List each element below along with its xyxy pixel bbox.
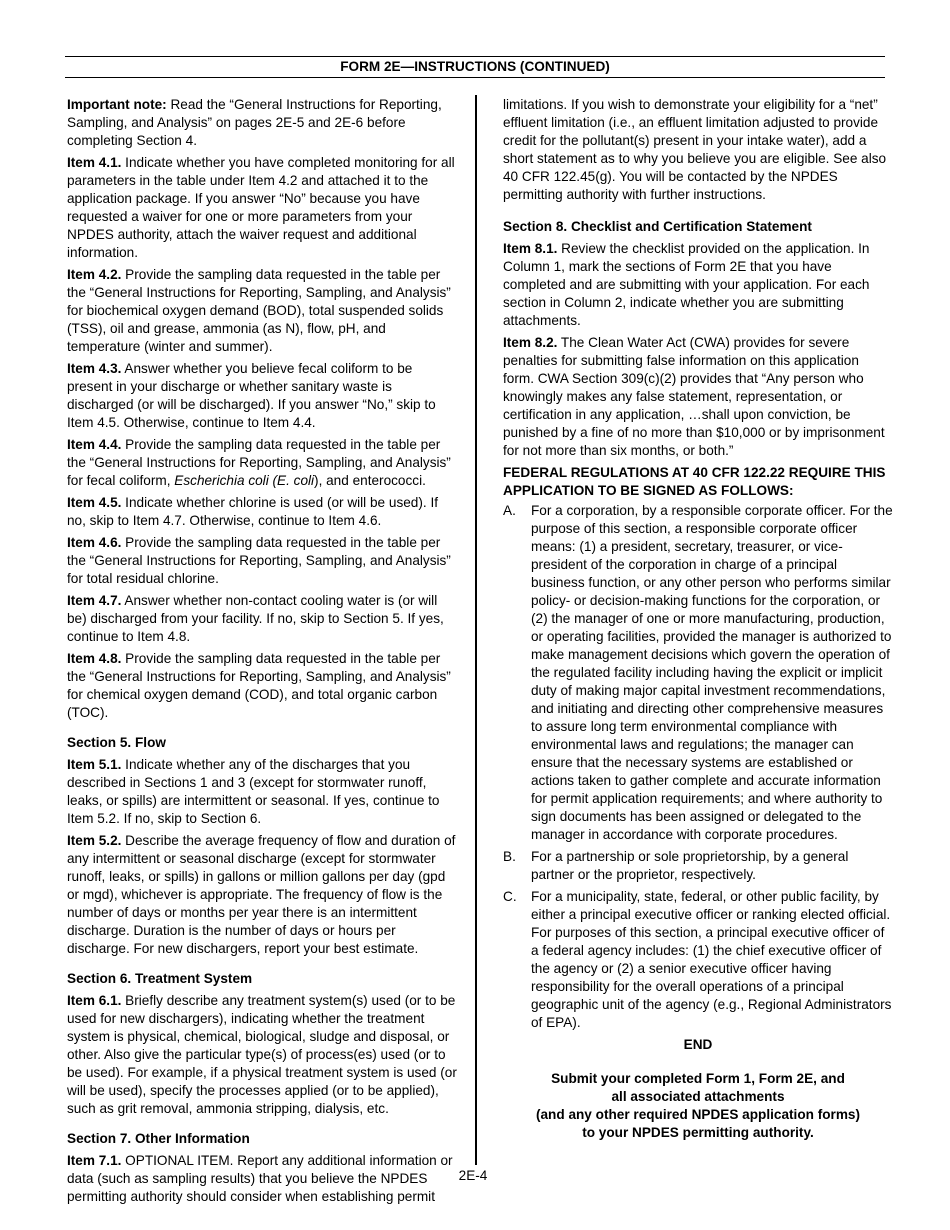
- right-column: [503, 96, 893, 1142]
- page-number: 2E-4: [458, 1168, 488, 1183]
- item-7-1-continued: limitations. If you wish to demonstrate your eligibility for a “net” effluent limitation (i.e., an effluent limitation adjusted to provide credit for the pollutant(s) present in your intake water), add a short statement as to why you believe you are eligible. See also 40 CFR 122.45(g). You will be contacted by the NPDES permitting authority with further instructions.: [503, 97, 887, 202]
- section-7-heading: Section 7. Other Information: [67, 1131, 250, 1146]
- page-title: FORM 2E—INSTRUCTIONS (CONTINUED): [340, 59, 610, 74]
- list-item: [503, 888, 893, 1032]
- item-4-6: Item 4.6. Provide the sampling data requested in the table per the “General Instructions for Reporting, Sampling, and Analysis” for total residual chlorine.: [67, 535, 451, 586]
- item-7-1: Item 7.1. OPTIONAL ITEM. Report any additional information or data (such as sampling results) that you believe the NPDES permitting authority should consider when establishing permit: [67, 1153, 453, 1204]
- section-8-heading: Section 8. Checklist and Certification Statement: [503, 219, 812, 234]
- list-item: [503, 502, 893, 844]
- list-text: For a corporation, by a responsible corporate officer. For the purpose of this section, a responsible corporate officer means: (1) a president, secretary, treasurer, or vice-president of the corporation in charge of a principal business function, or any other person who performs similar policy- or decision-making functions for the corporation, or (2) the manager of one or more manufacturing, production, or operating facilities, provided the manager is authorized to make management decisions which govern the operation of the regulated facility including having the explicit or implicit duty of making major capital investment recommendations, and initiating and directing other comprehensive measures to assure long term environmental compliance with environmental laws and regulations; the manager can ensure that the necessary systems are established or actions taken to gather complete and accurate information for permit application requirements; and where authority to sign documents has been assigned or delegated to the manager in accordance with corporate procedures.: [531, 503, 893, 842]
- section-5-heading: Section 5. Flow: [67, 735, 166, 750]
- submit-line: Submit your completed Form 1, Form 2E, and: [551, 1071, 845, 1086]
- left-column: [67, 96, 457, 1210]
- item-8-2: Item 8.2. The Clean Water Act (CWA) provides for severe penalties for submitting false information on this application form. CWA Section 309(c)(2) provides that “Any person who knowingly makes any false statement, representation, or certification in any application, …shall upon conviction, be punished by a fine of no more than $10,000 or by imprisonment for not more than six months, or both.”: [503, 335, 885, 458]
- end-marker: END: [683, 1037, 713, 1052]
- header-top-rule: [65, 56, 885, 57]
- important-note: Important note: Read the “General Instructions for Reporting, Sampling, and Analysis” on pages 2E-5 and 2E-6 before completing Section 4.: [67, 97, 442, 148]
- list-text: For a partnership or sole proprietorship, by a general partner or the proprietor, respectively.: [531, 849, 849, 882]
- item-4-1: Item 4.1. Indicate whether you have completed monitoring for all parameters in the table under Item 4.2 and attached it to the application package. If you answer “No” because you have requested a waiver for one or more parameters from your NPDES authority, attach the waiver request and additional information.: [67, 155, 455, 260]
- submit-instructions: [503, 1070, 893, 1142]
- item-5-2: Item 5.2. Describe the average frequency of flow and duration of any intermittent or seasonal discharge (except for stormwater runoff, leaks, or spills) in gallons or million gallons per day (gpd or mgd), whichever is appropriate. The frequency of flow is the number of days or months per year there is an intermittent discharge. Duration is the number of days or hours per discharge. For new dischargers, report your best estimate.: [67, 833, 456, 956]
- list-letter: B.: [503, 849, 516, 864]
- item-4-2: Item 4.2. Provide the sampling data requested in the table per the “General Instructions for Reporting, Sampling, and Analysis” for biochemical oxygen demand (BOD), total suspended solids (TSS), oil and grease, ammonia (as N), flow, pH, and temperature (winter and summer).: [67, 267, 451, 354]
- item-4-7: Item 4.7. Answer whether non-contact cooling water is (or will be) discharged from your facility. If no, skip to Section 5. If yes, continue to Item 4.8.: [67, 593, 444, 644]
- item-5-1: Item 5.1. Indicate whether any of the discharges that you described in Sections 1 and 3 (except for stormwater runoff, leaks, or spills) are intermittent or seasonal. If yes, continue to Item 5.2. If no, skip to Section 6.: [67, 757, 440, 826]
- federal-regulations-heading: FEDERAL REGULATIONS AT 40 CFR 122.22 REQUIRE THIS APPLICATION TO BE SIGNED AS FOLLOWS:: [503, 465, 886, 498]
- column-divider: [475, 95, 477, 1165]
- item-4-8: Item 4.8. Provide the sampling data requested in the table per the “General Instructions for Reporting, Sampling, and Analysis” for chemical oxygen demand (COD), and total organic carbon (TOC).: [67, 651, 451, 720]
- list-letter: C.: [503, 889, 517, 904]
- item-4-5: Item 4.5. Indicate whether chlorine is used (or will be used). If no, skip to Item 4.7. Otherwise, continue to Item 4.6.: [67, 495, 438, 528]
- submit-line: to your NPDES permitting authority.: [582, 1125, 814, 1140]
- item-4-3: Item 4.3. Answer whether you believe fecal coliform to be present in your discharge or whether sanitary waste is discharged (or will be discharged). If you answer “No,” skip to Item 4.5. Otherwise, continue to Item 4.4.: [67, 361, 436, 430]
- item-6-1: Item 6.1. Briefly describe any treatment system(s) used (or to be used for new dischargers), indicating whether the treatment system is physical, chemical, biological, sludge and disposal, or other. Also give the particular type(s) of process(es) used (or to be used). For example, if a physical treatment system is used (or will be used), specify the processes applied (or to be applied), such as grit removal, ammonia stripping, dialysis, etc.: [67, 993, 457, 1116]
- item-4-4: Item 4.4. Provide the sampling data requested in the table per the “General Instructions for Reporting, Sampling, and Analysis” for fecal coliform, Escherichia coli (E. coli), and enterococci.: [67, 437, 451, 488]
- item-8-1: Item 8.1. Review the checklist provided on the application. In Column 1, mark the sections of Form 2E that you have completed and are submitting with your application. For each section in Column 2, indicate whether you are submitting attachments.: [503, 241, 870, 328]
- header-bottom-rule: [65, 77, 885, 78]
- submit-line: all associated attachments: [611, 1089, 785, 1104]
- list-text: For a municipality, state, federal, or other public facility, by either a principal executive officer or ranking elected official. For purposes of this section, a principal executive officer of a federal agency includes: (1) the chief executive officer of the agency or (2) a senior executive officer having responsibility for the overall operations of a principal geographic unit of the agency (e.g., Regional Administrators of EPA).: [531, 889, 892, 1030]
- section-6-heading: Section 6. Treatment System: [67, 971, 253, 986]
- list-item: [503, 848, 893, 884]
- page-footer: [0, 1167, 950, 1185]
- submit-line: (and any other required NPDES application forms): [535, 1107, 861, 1122]
- list-letter: A.: [503, 503, 516, 518]
